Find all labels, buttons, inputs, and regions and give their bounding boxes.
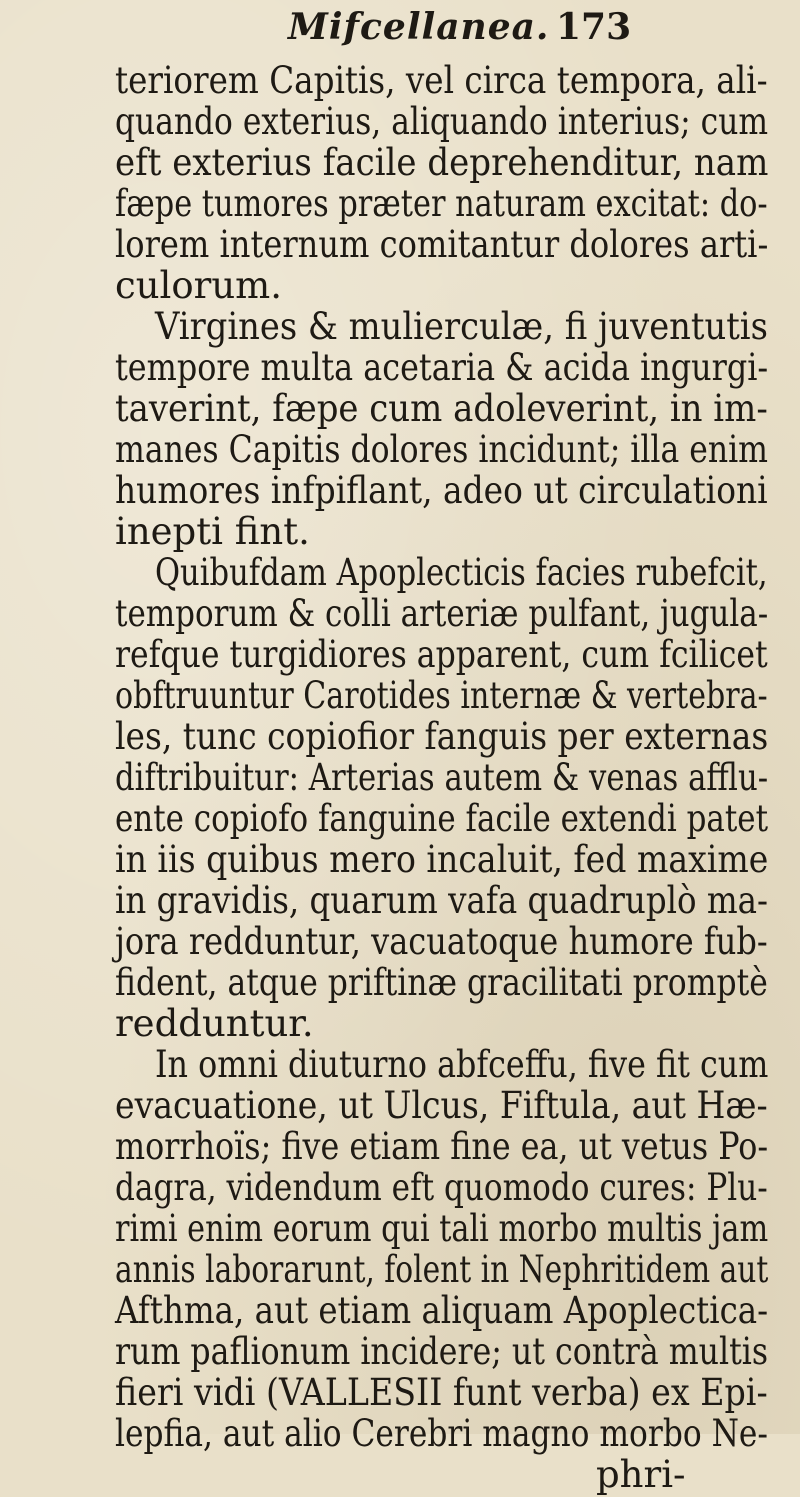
text-line: In omni diuturno abfceffu, five fit cum xyxy=(155,1043,769,1086)
text-line: Quibufdam Apoplecticis facies rubefcit, xyxy=(155,551,768,594)
text-line: fieri vidi (VALLESII funt verba) ex Epi- xyxy=(115,1371,768,1414)
text-line: rum paflionum incidere; ut contrà multis xyxy=(115,1330,769,1373)
text-line: teriorem Capitis, vel circa tempora, ali- xyxy=(115,59,768,102)
text-line: humores infpiflant, adeo ut circulationi xyxy=(115,469,768,512)
text-line: taverint, fæpe cum adoleverint, in im- xyxy=(115,387,768,430)
text-line: annis laborarunt, folent in Nephritidem aut xyxy=(115,1248,769,1291)
text-line: quando exterius, aliquando interius; cum xyxy=(115,100,769,143)
text-line: Virgines & mulierculæ, fi juventutis xyxy=(155,305,768,348)
text-line: les, tunc copiofior fanguis per externas xyxy=(115,715,769,758)
text-line: manes Capitis dolores incidunt; illa enim xyxy=(115,428,769,471)
text-line: diftribuitur: Arterias autem & venas afflu- xyxy=(115,756,769,799)
text-line: eft exterius facile deprehenditur, nam xyxy=(115,141,769,184)
text-line: rimi enim eorum qui tali morbo multis jam xyxy=(115,1207,769,1250)
text-line: evacuatione, ut Ulcus, Fiftula, aut Hæ- xyxy=(115,1084,768,1127)
text-line: obftruuntur Carotides internæ & vertebra- xyxy=(115,674,768,717)
text-line: in iis quibus mero incaluit, fed maxime xyxy=(115,838,769,881)
text-line: refque turgidiores apparent, cum fcilicet xyxy=(115,633,768,676)
text-line: in gravidis, quarum vafa quadruplò ma- xyxy=(115,879,769,922)
text-line: fæpe tumores præter naturam excitat: do- xyxy=(115,182,768,225)
text-line: temporum & colli arteriæ pulfant, jugula- xyxy=(115,592,769,635)
text-line: morrhoïs; five etiam fine ea, ut vetus Po- xyxy=(115,1125,769,1168)
text-line: tempore multa acetaria & acida ingurgi- xyxy=(115,346,769,389)
text-line: ente copiofo fanguine facile extendi patet xyxy=(115,797,769,840)
text-line: lepfia, aut alio Cerebri magno morbo Ne- xyxy=(115,1412,768,1455)
text-line: jora redduntur, vacuatoque humore fub- xyxy=(115,920,768,963)
page-header xyxy=(0,0,800,60)
text-line: culorum. xyxy=(115,264,283,307)
text-line: lorem internum comitantur dolores arti- xyxy=(115,223,769,266)
running-title: Mifcellanea. xyxy=(288,6,550,48)
text-line: fident, atque priftinæ gracilitati promptè xyxy=(115,961,768,1004)
text-line: Afthma, aut etiam aliquam Apoplectica- xyxy=(115,1289,769,1332)
text-line: inepti fint. xyxy=(115,510,310,553)
text-line: redduntur. xyxy=(115,1002,314,1045)
catchword: phri- xyxy=(596,1453,686,1496)
page-number: 173 xyxy=(556,6,632,48)
text-line: dagra, videndum eft quomodo cures: Plu- xyxy=(115,1166,768,1209)
